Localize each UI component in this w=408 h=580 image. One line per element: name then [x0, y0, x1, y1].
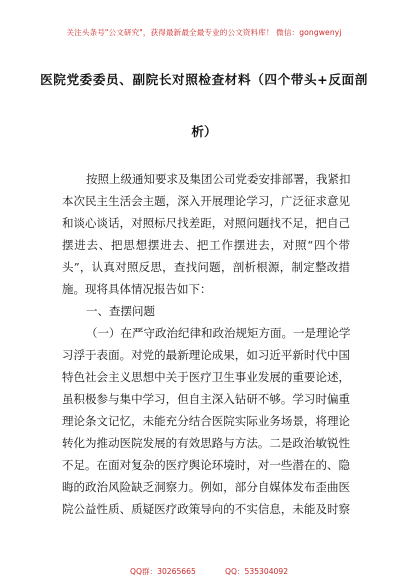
- section-para-line: 不足。在面对复杂的医疗舆论环境时，对一些潜在的、隐: [62, 458, 350, 472]
- intro-line: 摆进去、把思想摆进去、把工作摆进去，对照“四个带: [62, 238, 350, 252]
- section-para-line: （一）在严守政治纪律和政治规矩方面。一是理论学: [86, 326, 350, 340]
- qq-number: QQ：535304092: [225, 567, 289, 576]
- section-para-line: 虽积极参与集中学习，但自主深入钻研不够。学习时偏重: [62, 392, 350, 406]
- section-para-line: 院公益性质、质疑医疗政策导向的不实信息，未能及时察: [62, 502, 350, 516]
- intro-line: 施。现将具体情况报告如下：: [62, 282, 212, 296]
- intro-line: 和谈心谈话，对照标尺找差距，对照问题找不足，把自己: [62, 216, 350, 230]
- promo-header: 关注头条号"公文研究"，获得最新最全最专业的公文资料库！ 微信：gongwenyj: [66, 28, 342, 37]
- section-heading: 一、查摆问题: [86, 304, 155, 318]
- qq-footer: [0, 566, 408, 580]
- section-para-line: 特色社会主义思想中关于医疗卫生事业发展的重要论述，: [62, 370, 350, 384]
- intro-line: 按照上级通知要求及集团公司党委安排部署，我紧扣: [86, 172, 350, 186]
- document-title-line-2: 析）: [191, 124, 217, 139]
- section-para-line: 习浮于表面。对党的最新理论成果，如习近平新时代中国: [62, 348, 350, 362]
- document-title-line-1: 医院党委委员、副院长对照检查材料（四个带头+反面剖: [40, 72, 368, 87]
- intro-line: 头”，认真对照反思，查找问题，剖析根源，制定整改措: [62, 260, 350, 274]
- section-para-line: 转化为推动医院发展的有效思路与方法。二是政治敏锐性: [62, 436, 350, 450]
- intro-line: 本次民主生活会主题，深入开展理论学习，广泛征求意见: [62, 194, 350, 208]
- section-para-line: 晦的政治风险缺乏洞察力。例如，部分自媒体发布歪曲医: [62, 480, 350, 494]
- section-para-line: 理论条文记忆，未能充分结合医院实际业务场景，将理论: [62, 414, 350, 428]
- qq-group-number: QQ群：30265665: [130, 567, 196, 576]
